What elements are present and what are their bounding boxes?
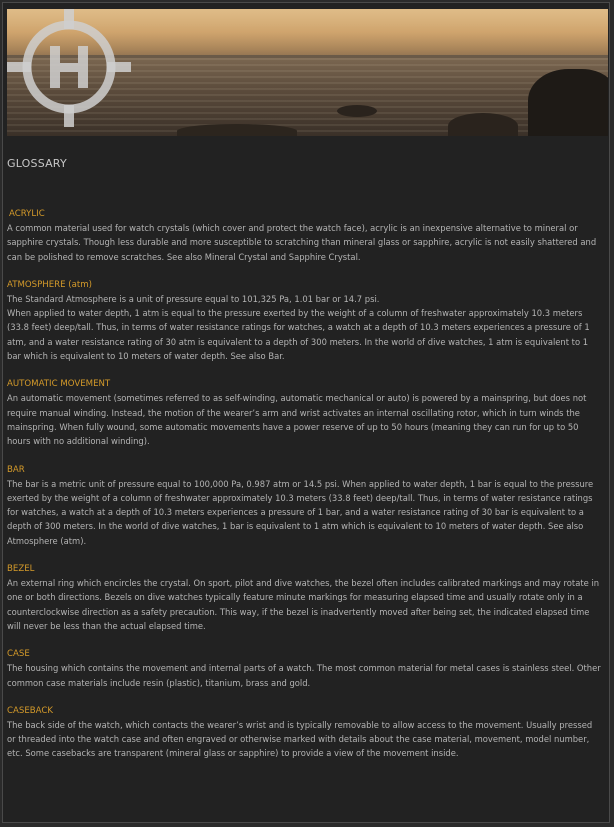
glossary-definition: A common material used for watch crystals (which cover and protect the watch face), acrylic is an inexpensive alternative to mineral or sapphire crystals. Though less durable and more susceptible to scratching than mineral glass or sapphire, acrylic is not easily shattered and can be polished to remove scratches. See also Mineral Crystal and Sapphire Crystal. [7,223,597,262]
h-crosshair-logo-icon[interactable] [7,9,131,127]
banner-rock [337,105,377,117]
page-title: GLOSSARY [7,157,67,170]
glossary-entry [7,207,602,264]
glossary-entry [7,463,602,548]
glossary-entry [7,377,602,448]
glossary-definition: The Standard Atmosphere is a unit of pressure equal to 101,325 Pa, 1.01 bar or 14.7 psi. [7,293,380,304]
glossary-term: ACRYLIC [9,209,45,219]
glossary-entry [7,704,602,761]
glossary-entry [7,278,602,363]
glossary-term: BAR [7,464,25,475]
glossary-term: CASEBACK [7,705,54,716]
glossary-term: ATMOSPHERE (atm) [7,279,93,290]
glossary-definition: An automatic movement (sometimes referred to as self-winding, automatic mechanical or auto) is powered by a mainspring, but does not require manual winding. Instead, the motion of the wearer’s arm and wrist activates an internal oscillating rotor, which in turn winds the mainspring. When fully wound, some automatic movements have a power reserve of up to 50 hours (meaning they can run for up to 50 hours with no additional winding). [7,393,587,447]
glossary-definition: When applied to water depth, 1 atm is equal to the pressure exerted by the weight of a column of freshwater approximately 10.3 meters (33.8 feet) deep/tall. Thus, in terms of water resistance ratings for watches, a watch at a depth of 10.3 meters experiences a pressure of 1 atm, and a water resistance rating of 30 atm is equivalent to a depth of 300 meters. In the world of dive watches, 1 atm is equivalent to 1 bar which is equivalent to 10 meters of water depth. See also Bar. [7,308,590,362]
glossary-content [7,157,602,775]
banner-rock [177,124,297,136]
glossary-entry [7,562,602,633]
glossary-term: AUTOMATIC MOVEMENT [7,379,111,390]
banner-rock [448,113,518,136]
page-frame [2,2,610,823]
glossary-term: BEZEL [7,564,35,575]
glossary-definition: An external ring which encircles the crystal. On sport, pilot and dive watches, the bezel often includes calibrated markings and may rotate in one or both directions. Bezels on dive watches typically feature minute markings for measuring elapsed time and usually rotate only in a counterclockwise direction as a safety precaution. This way, if the bezel is inadvertently moved after being set, the indicated elapsed time will never be less than the actual elapsed time. [7,578,600,631]
glossary-entry [7,647,602,690]
glossary-definition: The housing which contains the movement and internal parts of a watch. The most common material for metal cases is stainless steel. Other common case materials include resin (plastic), titanium, brass and gold. [7,663,601,688]
glossary-definition: The bar is a metric unit of pressure equal to 100,000 Pa, 0.987 atm or 14.5 psi. When applied to water depth, 1 bar is equal to the pressure exerted by the weight of a column of freshwater approximately 10.3 meters (33.8 feet) deep/tall. Thus, in terms of water resistance ratings for watches, a watch at a depth of 10.3 meters experiences a pressure of 1 bar, and a water resistance rating of 30 bar is equivalent to a depth of 300 meters. In the world of dive watches, 1 bar is equivalent to 1 atm which is equivalent to 10 meters of water depth. See also Atmosphere (atm). [7,478,594,546]
banner-rock [528,69,608,136]
glossary-term: CASE [7,649,30,660]
glossary-definition: The back side of the watch, which contacts the wearer’s wrist and is typically removable to allow access to the movement. Usually pressed or threaded into the watch case and often engraved or otherwise marked with details about the case material, movement, model number, etc. Some casebacks are transparent (mineral glass or sapphire) to provide a view of the movement inside. [7,719,593,759]
